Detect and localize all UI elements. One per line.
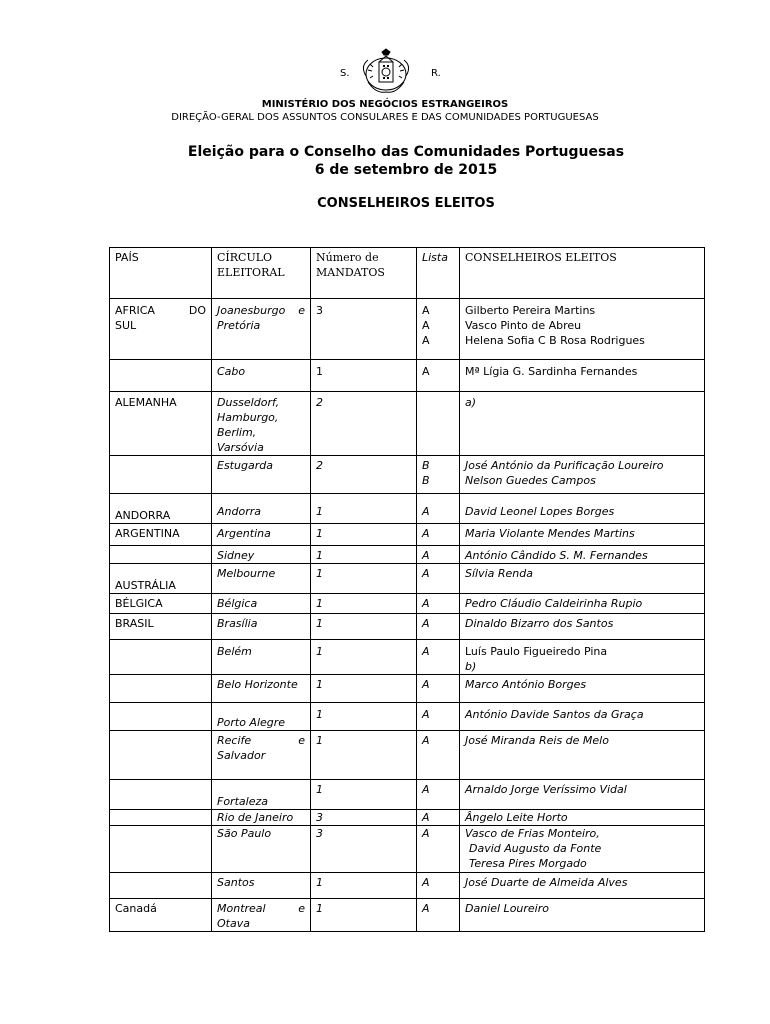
circle-cell: [212, 873, 311, 899]
mandates-cell: [311, 614, 417, 640]
councillor-name: David Leonel Lopes Borges: [465, 505, 615, 518]
councillor-name: António Cândido S. M. Fernandes: [465, 549, 648, 562]
councillor-name: Ângelo Leite Horto: [465, 811, 568, 824]
country-cell: [110, 780, 212, 810]
councillor-name: Luís Paulo Figueiredo Pina: [465, 645, 608, 658]
mandates-value: 1: [316, 549, 323, 562]
circle-name: Berlim,: [217, 426, 257, 439]
country-cell: [110, 360, 212, 392]
circle-cell: [212, 675, 311, 703]
mandates-value: 1: [316, 567, 323, 580]
country-cell: [110, 640, 212, 675]
mandates-cell: [311, 456, 417, 494]
councillor-name: Arnaldo Jorge Veríssimo Vidal: [465, 783, 627, 796]
councillor-name: a): [465, 396, 477, 409]
councillors-cell: [460, 614, 705, 640]
circle-cell: [212, 703, 311, 731]
country-name: AUSTRÁLIA: [115, 579, 176, 592]
list-value: A: [422, 811, 430, 824]
mandates-value: 1: [316, 645, 323, 658]
coat-of-arms-icon: [356, 48, 416, 98]
list-cell: [417, 614, 460, 640]
list-value: A: [422, 527, 430, 540]
councillors-cell: [460, 564, 705, 594]
circle-name: Melbourne: [217, 567, 276, 580]
list-value: A: [422, 334, 430, 347]
country-name: ANDORRA: [115, 509, 171, 522]
councillors-cell: [460, 494, 705, 524]
table-header-row: [110, 248, 705, 299]
country-name: Canadá: [115, 902, 157, 915]
column-header-mandatos: [311, 248, 417, 299]
table-row: [110, 873, 705, 899]
circle-name: Hamburgo,: [217, 411, 279, 424]
mandates-value: 2: [316, 396, 323, 409]
list-value: A: [422, 902, 430, 915]
country-cell: [110, 614, 212, 640]
table-row: [110, 299, 705, 360]
country-name: BÉLGICA: [115, 597, 163, 610]
column-header-mandatos-line: MANDATOS: [316, 266, 385, 279]
list-cell: [417, 640, 460, 675]
councillor-name: José Duarte de Almeida Alves: [465, 876, 628, 889]
councillor-name: Vasco Pinto de Abreu: [465, 319, 582, 332]
column-header-pais: PAÍS: [110, 248, 212, 299]
ministry-name: MINISTÉRIO DOS NEGÓCIOS ESTRANGEIROS: [261, 99, 509, 110]
table-row: [110, 703, 705, 731]
circle-cell: [212, 826, 311, 873]
councillor-name: Teresa Pires Morgado: [469, 857, 587, 870]
country-cell: [110, 826, 212, 873]
table-row: [110, 614, 705, 640]
councillor-name: José Miranda Reis de Melo: [465, 734, 609, 747]
list-value: A: [422, 304, 430, 317]
mandates-value: 1: [316, 527, 323, 540]
country-cell: [110, 524, 212, 546]
election-title: Eleição para o Conselho das Comunidades Portuguesas: [187, 144, 625, 160]
circle-cell: [212, 546, 311, 564]
circle-name: Santos: [217, 876, 255, 889]
circle-name: Porto Alegre: [217, 716, 286, 729]
country-name: ARGENTINA: [115, 527, 180, 540]
list-cell: [417, 873, 460, 899]
circle-cell: [212, 594, 311, 614]
councillors-cell: [460, 299, 705, 360]
councillors-cell: [460, 456, 705, 494]
councillors-cell: [460, 640, 705, 675]
list-value: A: [422, 597, 430, 610]
column-header-lista: Lista: [417, 248, 460, 299]
table-row: [110, 899, 705, 932]
list-cell: [417, 456, 460, 494]
circle-name: São Paulo: [217, 827, 272, 840]
councillor-name: Maria Violante Mendes Martins: [465, 527, 635, 540]
mandates-cell: [311, 564, 417, 594]
list-cell: [417, 826, 460, 873]
circle-name: Rio de Janeiro: [217, 811, 294, 824]
councillor-name: José António da Purificação Loureiro: [465, 459, 664, 472]
circle-name: Salvador: [217, 749, 266, 762]
circle-name: Estugarda: [217, 459, 273, 472]
councillor-name: Mª Lígia G. Sardinha Fernandes: [465, 365, 638, 378]
country-name: BRASIL: [115, 617, 154, 630]
circle-name: Bélgica: [217, 597, 258, 610]
country-name: AFRICA DO: [115, 304, 206, 317]
mandates-value: 3: [316, 304, 323, 317]
councillor-name: Pedro Cláudio Caldeirinha Rupio: [465, 597, 643, 610]
circle-cell: [212, 494, 311, 524]
mandates-value: 1: [316, 678, 323, 691]
mandates-value: 1: [316, 708, 323, 721]
councillors-cell: [460, 524, 705, 546]
mandates-cell: [311, 780, 417, 810]
circle-name: Belo Horizonte: [217, 678, 298, 691]
list-value: A: [422, 319, 430, 332]
circle-cell: [212, 810, 311, 826]
list-value: A: [422, 505, 430, 518]
circle-cell: [212, 456, 311, 494]
list-value: A: [422, 567, 430, 580]
country-cell: [110, 564, 212, 594]
circle-cell: [212, 780, 311, 810]
list-value: A: [422, 708, 430, 721]
councillor-name: Nelson Guedes Campos: [465, 474, 596, 487]
letterhead: [0, 48, 770, 98]
circle-name: Joanesburgo e: [217, 304, 305, 317]
list-cell: [417, 524, 460, 546]
list-value: A: [422, 617, 430, 630]
mandates-cell: [311, 731, 417, 780]
table-body: [110, 299, 705, 932]
councillor-name: Sílvia Renda: [465, 567, 534, 580]
seal-letter-s: S.: [340, 68, 350, 79]
circle-name: Sidney: [217, 549, 255, 562]
mandates-cell: [311, 524, 417, 546]
mandates-cell: [311, 873, 417, 899]
table-row: [110, 564, 705, 594]
country-cell: [110, 703, 212, 731]
circle-cell: [212, 360, 311, 392]
country-cell: [110, 299, 212, 360]
list-value: A: [422, 645, 430, 658]
list-value: A: [422, 365, 430, 378]
circle-name: Argentina: [217, 527, 271, 540]
list-cell: [417, 731, 460, 780]
circle-name: Belém: [217, 645, 252, 658]
list-cell: [417, 392, 460, 456]
circle-cell: [212, 614, 311, 640]
mandates-value: 2: [316, 459, 323, 472]
circle-cell: [212, 524, 311, 546]
list-value: A: [422, 783, 430, 796]
circle-cell: [212, 299, 311, 360]
list-cell: [417, 360, 460, 392]
mandates-value: 3: [316, 827, 323, 840]
mandates-cell: [311, 494, 417, 524]
mandates-cell: [311, 899, 417, 932]
mandates-cell: [311, 703, 417, 731]
list-cell: [417, 564, 460, 594]
list-cell: [417, 810, 460, 826]
list-cell: [417, 675, 460, 703]
councillors-cell: [460, 780, 705, 810]
country-cell: [110, 899, 212, 932]
directorate-name: DIREÇÃO-GERAL DOS ASSUNTOS CONSULARES E DAS COMUNIDADES PORTUGUESAS: [171, 112, 599, 123]
mandates-value: 1: [316, 902, 323, 915]
councillor-name: b): [465, 660, 477, 673]
table-row: [110, 731, 705, 780]
mandates-cell: [311, 360, 417, 392]
circle-name: Fortaleza: [217, 795, 268, 808]
country-cell: [110, 392, 212, 456]
councillor-name: António Davide Santos da Graça: [465, 708, 644, 721]
country-cell: [110, 456, 212, 494]
table-row: [110, 456, 705, 494]
table-row: [110, 524, 705, 546]
table-row: [110, 360, 705, 392]
election-date: 6 de setembro de 2015: [314, 162, 498, 178]
mandates-cell: [311, 392, 417, 456]
circle-name: Varsóvia: [217, 441, 264, 454]
results-table: [109, 247, 705, 932]
column-header-circulo-line: ELEITORAL: [217, 266, 285, 279]
councillors-cell: [460, 546, 705, 564]
mandates-cell: [311, 594, 417, 614]
councillor-name: Dinaldo Bizarro dos Santos: [465, 617, 614, 630]
councillor-name: Helena Sofia C B Rosa Rodrigues: [465, 334, 645, 347]
table-row: [110, 640, 705, 675]
mandates-value: 1: [316, 876, 323, 889]
column-header-circulo-line: CÍRCULO: [217, 251, 273, 264]
table-row: [110, 392, 705, 456]
country-cell: [110, 546, 212, 564]
circle-cell: [212, 392, 311, 456]
country-cell: [110, 873, 212, 899]
country-cell: [110, 494, 212, 524]
councillors-cell: [460, 360, 705, 392]
list-cell: [417, 594, 460, 614]
list-value: A: [422, 827, 430, 840]
councillor-name: Daniel Loureiro: [465, 902, 549, 915]
country-cell: [110, 810, 212, 826]
country-name: SUL: [115, 319, 137, 332]
table-row: [110, 826, 705, 873]
section-title: CONSELHEIROS ELEITOS: [317, 196, 495, 211]
mandates-value: 1: [316, 365, 323, 378]
councillors-cell: [460, 594, 705, 614]
councillor-name: David Augusto da Fonte: [469, 842, 602, 855]
circle-name: Recife e: [217, 734, 305, 747]
councillors-cell: [460, 899, 705, 932]
circle-cell: [212, 564, 311, 594]
country-cell: [110, 594, 212, 614]
councillor-name: Marco António Borges: [465, 678, 587, 691]
list-cell: [417, 780, 460, 810]
list-cell: [417, 703, 460, 731]
country-cell: [110, 675, 212, 703]
list-value: A: [422, 876, 430, 889]
column-header-circulo: [212, 248, 311, 299]
circle-name: Dusseldorf,: [217, 396, 280, 409]
mandates-value: 1: [316, 734, 323, 747]
councillor-name: Vasco de Frias Monteiro,: [465, 827, 600, 840]
councillors-cell: [460, 703, 705, 731]
mandates-cell: [311, 546, 417, 564]
circle-name: Andorra: [217, 505, 261, 518]
column-header-conselheiros: CONSELHEIROS ELEITOS: [460, 248, 705, 299]
mandates-value: 1: [316, 783, 323, 796]
circle-cell: [212, 731, 311, 780]
mandates-cell: [311, 299, 417, 360]
table-row: [110, 675, 705, 703]
table-row: [110, 594, 705, 614]
circle-name: Otava: [217, 917, 250, 930]
circle-cell: [212, 899, 311, 932]
mandates-cell: [311, 810, 417, 826]
country-cell: [110, 731, 212, 780]
mandates-value: 1: [316, 617, 323, 630]
list-cell: [417, 494, 460, 524]
circle-name: Cabo: [217, 365, 246, 378]
councillors-cell: [460, 731, 705, 780]
councillor-name: Gilberto Pereira Martins: [465, 304, 596, 317]
country-name: ALEMANHA: [115, 396, 177, 409]
mandates-cell: [311, 675, 417, 703]
circle-name: Pretória: [217, 319, 261, 332]
list-value: A: [422, 549, 430, 562]
mandates-cell: [311, 640, 417, 675]
councillors-cell: [460, 826, 705, 873]
councillors-cell: [460, 810, 705, 826]
table-row: [110, 780, 705, 810]
list-cell: [417, 546, 460, 564]
column-header-mandatos-line: Número de: [316, 251, 379, 264]
table-row: [110, 494, 705, 524]
mandates-value: 1: [316, 597, 323, 610]
circle-name: Brasília: [217, 617, 258, 630]
table-row: [110, 810, 705, 826]
councillors-cell: [460, 873, 705, 899]
list-value: A: [422, 678, 430, 691]
list-value: B: [422, 474, 430, 487]
list-value: A: [422, 734, 430, 747]
seal-letter-r: R.: [431, 68, 441, 79]
mandates-cell: [311, 826, 417, 873]
mandates-value: 3: [316, 811, 323, 824]
mandates-value: 1: [316, 505, 323, 518]
table-row: [110, 546, 705, 564]
list-cell: [417, 299, 460, 360]
circle-name: Montreal e: [217, 902, 305, 915]
list-cell: [417, 899, 460, 932]
circle-cell: [212, 640, 311, 675]
list-value: B: [422, 459, 430, 472]
councillors-cell: [460, 675, 705, 703]
councillors-cell: [460, 392, 705, 456]
